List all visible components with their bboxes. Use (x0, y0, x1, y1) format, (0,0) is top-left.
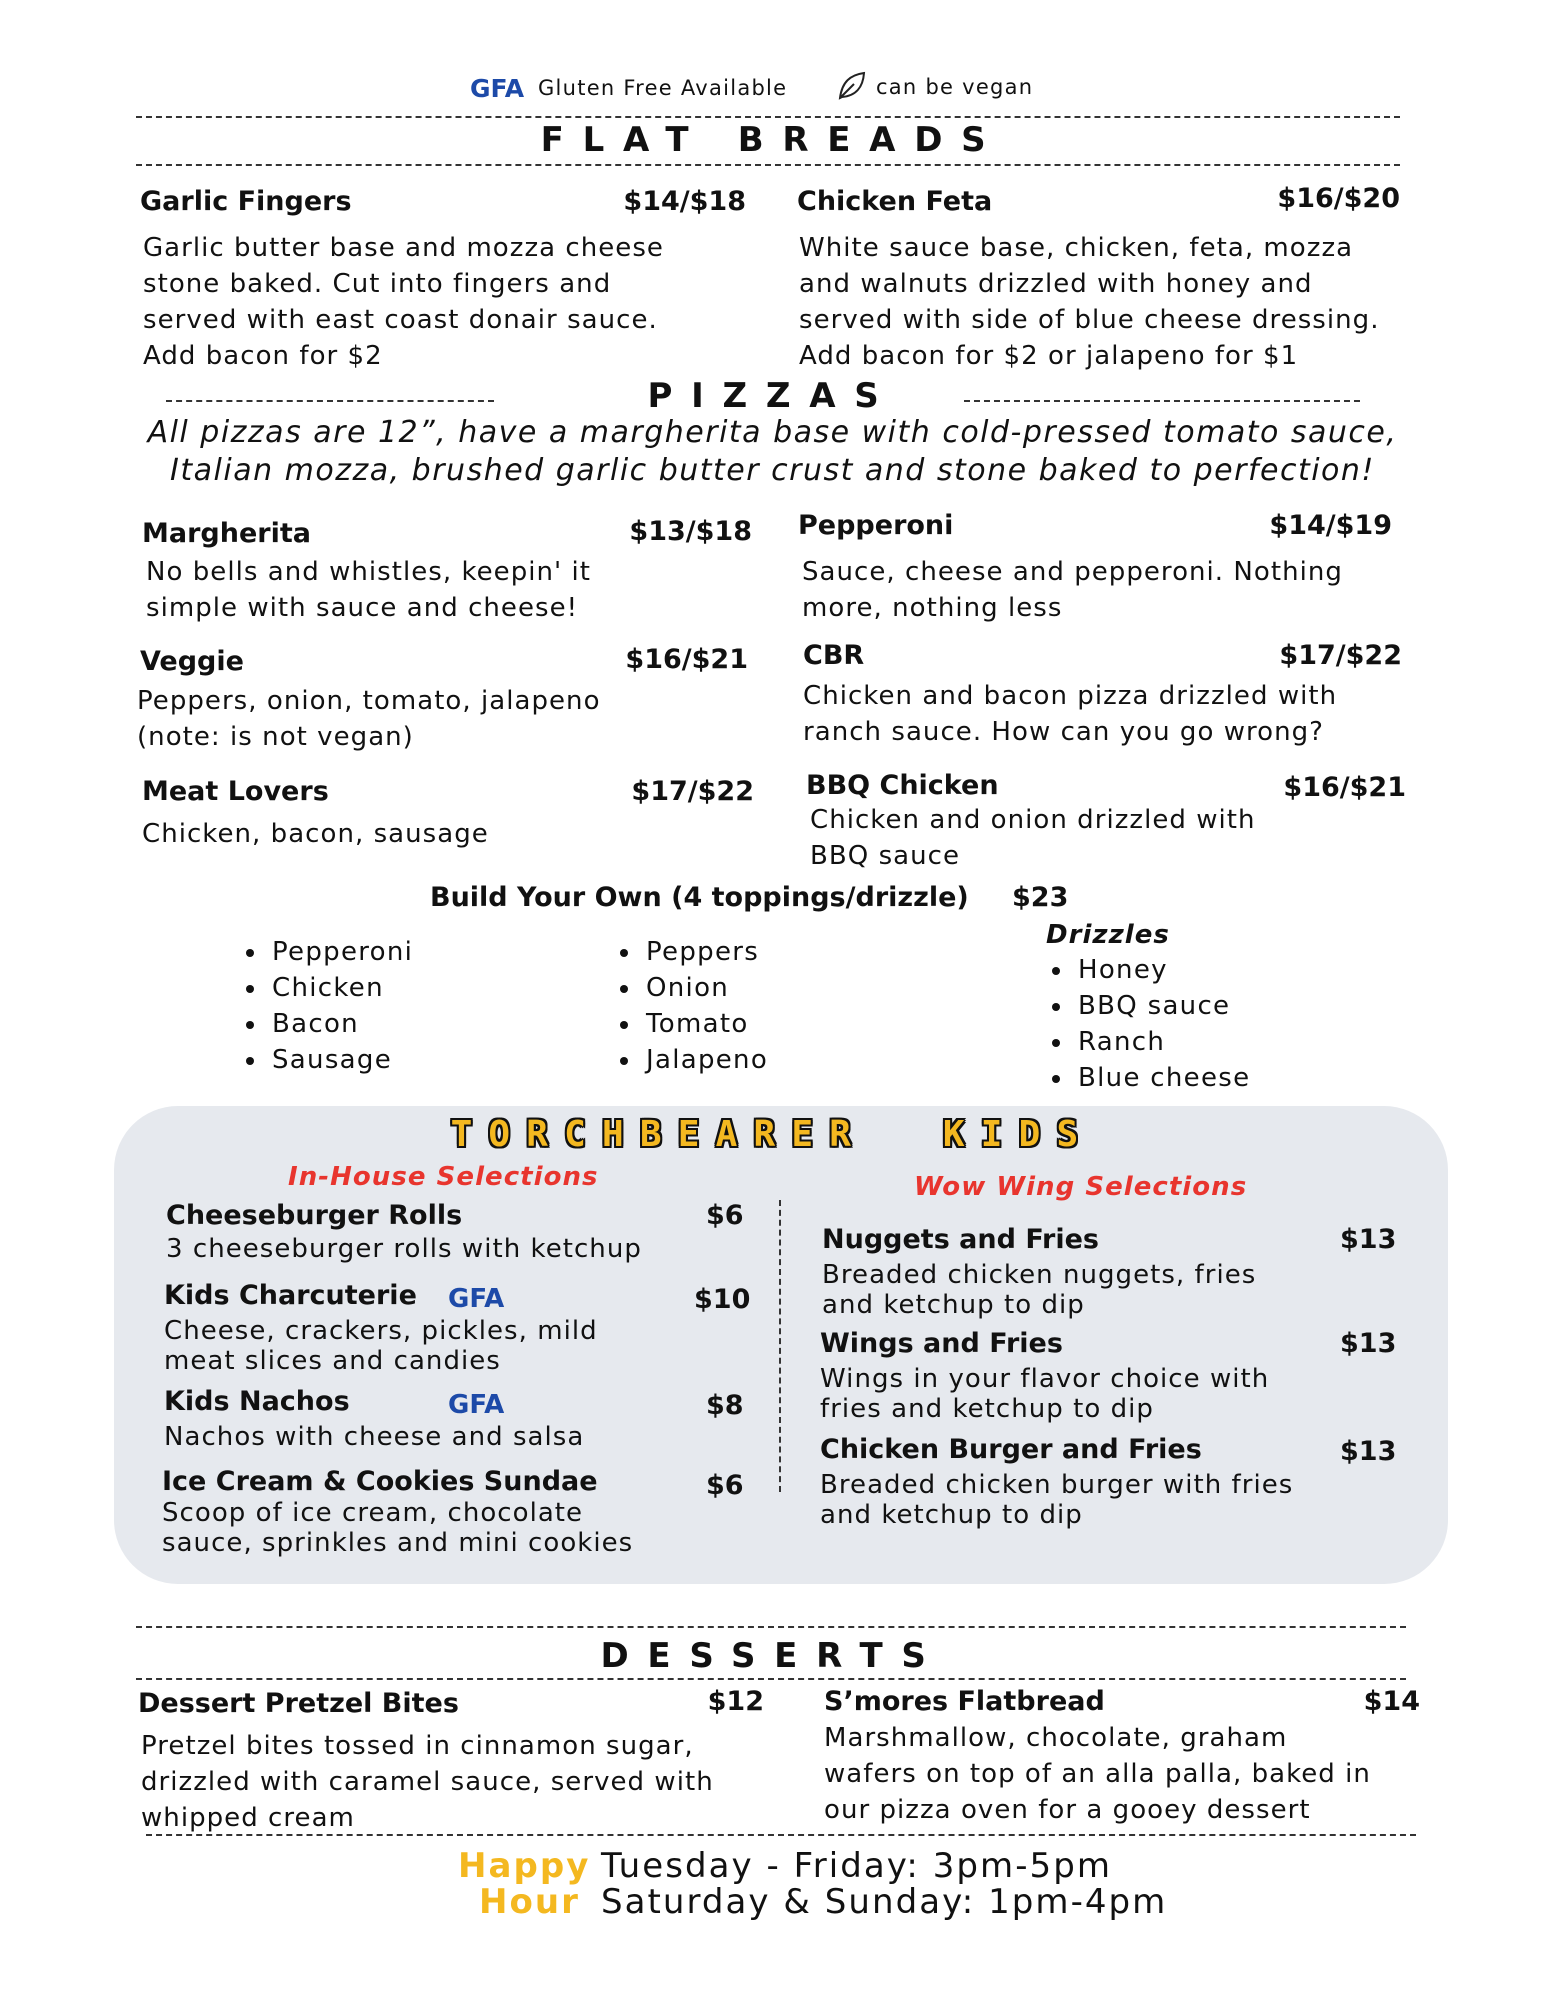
item-name: Margherita (142, 518, 311, 549)
item-price: $13 (1340, 1328, 1397, 1359)
gfa-legend-text: Gluten Free Available (538, 76, 788, 100)
byo-label: Build Your Own (4 toppings/drizzle) (430, 882, 969, 913)
happy-hour-label-1: Happy (458, 1846, 591, 1886)
divider (136, 116, 1400, 118)
kids-column-divider (779, 1200, 781, 1492)
gfa-badge: GFA (448, 1390, 505, 1420)
byo-price: $23 (1012, 882, 1069, 913)
item-name: Ice Cream & Cookies Sundae (162, 1466, 598, 1497)
in-house-subhead: In-House Selections (288, 1162, 599, 1192)
item-price: $13 (1340, 1224, 1397, 1255)
item-name: Wings and Fries (820, 1328, 1063, 1359)
byo-toppings-meat (234, 934, 413, 1078)
list-item: • Pepperoni (268, 934, 413, 970)
item-price: $17/$22 (1279, 640, 1402, 671)
item-desc: Breaded chicken burger with fries and ketchup to dip (820, 1470, 1294, 1530)
list-item: • BBQ sauce (1074, 988, 1250, 1024)
item-price: $13/$18 (629, 516, 752, 547)
item-desc: Chicken, bacon, sausage (142, 819, 489, 849)
item-desc: Pretzel bites tossed in cinnamon sugar, drizzled with caramel sauce, served with whipped cream (141, 1731, 714, 1833)
pizzas-intro: All pizzas are 12”, have a margherita base with cold-pressed tomato sauce, Italian mozza, brushed garlic butter crust and stone baked to perfection! (147, 415, 1398, 488)
item-desc: Cheese, crackers, pickles, mild meat slices and candies (164, 1316, 598, 1376)
list-item: • Onion (642, 970, 768, 1006)
item-price: $16/$21 (625, 644, 748, 675)
item-price: $6 (706, 1200, 744, 1231)
item-name: Veggie (140, 646, 244, 677)
happy-hour-label-2: Hour (479, 1882, 580, 1922)
item-desc: White sauce base, chicken, feta, mozza and walnuts drizzled with honey and served with side of blue cheese dressing. Add bacon for $2 or jalapeno for $1 (799, 233, 1380, 371)
item-price: $6 (706, 1470, 744, 1501)
item-name: CBR (803, 640, 865, 671)
list-item: • Bacon (268, 1006, 413, 1042)
item-price: $16/$20 (1277, 183, 1400, 214)
kids-title: TORCHBEARER KIDS (450, 1114, 1095, 1155)
leaf-icon (836, 70, 868, 102)
happy-hour-weekday: Tuesday - Friday: 3pm-5pm (601, 1846, 1112, 1886)
item-desc: Nachos with cheese and salsa (164, 1422, 585, 1452)
divider (136, 1678, 1406, 1680)
vegan-legend-text: can be vegan (876, 75, 1034, 99)
list-item: • Peppers (642, 934, 768, 970)
divider (136, 164, 1400, 166)
item-desc: Chicken and bacon pizza drizzled with ranch sauce. How can you go wrong? (803, 681, 1338, 747)
pizzas-title: PIZZAS (647, 376, 898, 416)
gfa-legend-label: GFA (470, 74, 525, 103)
divider (146, 1834, 1416, 1836)
item-name: Kids Charcuterie (164, 1280, 417, 1311)
item-desc: Peppers, onion, tomato, jalapeno (note: is not vegan) (137, 686, 601, 752)
item-price: $10 (694, 1284, 751, 1315)
list-item: • Sausage (268, 1042, 413, 1078)
list-item: • Chicken (268, 970, 413, 1006)
item-name: Kids Nachos (164, 1386, 350, 1417)
item-name: Garlic Fingers (140, 186, 352, 217)
wow-subhead: Wow Wing Selections (914, 1172, 1248, 1202)
flatbreads-title: FLAT BREADS (540, 120, 1005, 160)
item-desc: Chicken and onion drizzled with BBQ sauce (810, 805, 1256, 871)
item-price: $13 (1340, 1436, 1397, 1467)
item-desc: No bells and whistles, keepin' it simple with sauce and cheese! (146, 557, 592, 623)
byo-toppings-veg (608, 934, 768, 1078)
gfa-badge: GFA (448, 1284, 505, 1314)
item-desc: Wings in your flavor choice with fries and ketchup to dip (820, 1364, 1270, 1424)
item-name: S’mores Flatbread (824, 1686, 1105, 1717)
item-name: Chicken Burger and Fries (820, 1434, 1202, 1465)
drizzles-title: Drizzles (1046, 920, 1170, 950)
list-item: • Honey (1074, 952, 1250, 988)
list-item: • Tomato (642, 1006, 768, 1042)
item-price: $14/$18 (623, 186, 746, 217)
list-item: • Jalapeno (642, 1042, 768, 1078)
divider (964, 400, 1360, 402)
item-desc: Sauce, cheese and pepperoni. Nothing more, nothing less (802, 557, 1343, 623)
item-desc: Breaded chicken nuggets, fries and ketchup to dip (822, 1260, 1257, 1320)
item-desc: Scoop of ice cream, chocolate sauce, sprinkles and mini cookies (162, 1498, 634, 1558)
item-name: Cheeseburger Rolls (166, 1200, 463, 1231)
item-price: $14 (1363, 1686, 1420, 1717)
item-price: $14/$19 (1269, 510, 1392, 541)
happy-hour-weekend: Saturday & Sunday: 1pm-4pm (601, 1882, 1168, 1922)
item-desc: Garlic butter base and mozza cheese stone baked. Cut into fingers and served with east coast donair sauce. Add bacon for $2 (143, 233, 664, 371)
item-name: Nuggets and Fries (822, 1224, 1100, 1255)
item-name: Meat Lovers (142, 776, 329, 807)
list-item: • Ranch (1074, 1024, 1250, 1060)
item-name: Pepperoni (798, 510, 954, 541)
item-price: $8 (706, 1390, 744, 1421)
item-name: Chicken Feta (797, 186, 993, 217)
divider (136, 1626, 1406, 1628)
item-price: $17/$22 (631, 776, 754, 807)
item-name: Dessert Pretzel Bites (138, 1688, 459, 1719)
item-desc: Marshmallow, chocolate, graham wafers on top of an alla palla, baked in our pizza oven for a gooey dessert (824, 1723, 1371, 1825)
item-desc: 3 cheeseburger rolls with ketchup (166, 1234, 642, 1264)
list-item: • Blue cheese (1074, 1060, 1250, 1096)
item-price: $16/$21 (1283, 772, 1406, 803)
desserts-title: DESSERTS (600, 1636, 945, 1676)
item-name: BBQ Chicken (806, 770, 999, 801)
item-price: $12 (707, 1686, 764, 1717)
drizzles-list (1040, 952, 1250, 1096)
